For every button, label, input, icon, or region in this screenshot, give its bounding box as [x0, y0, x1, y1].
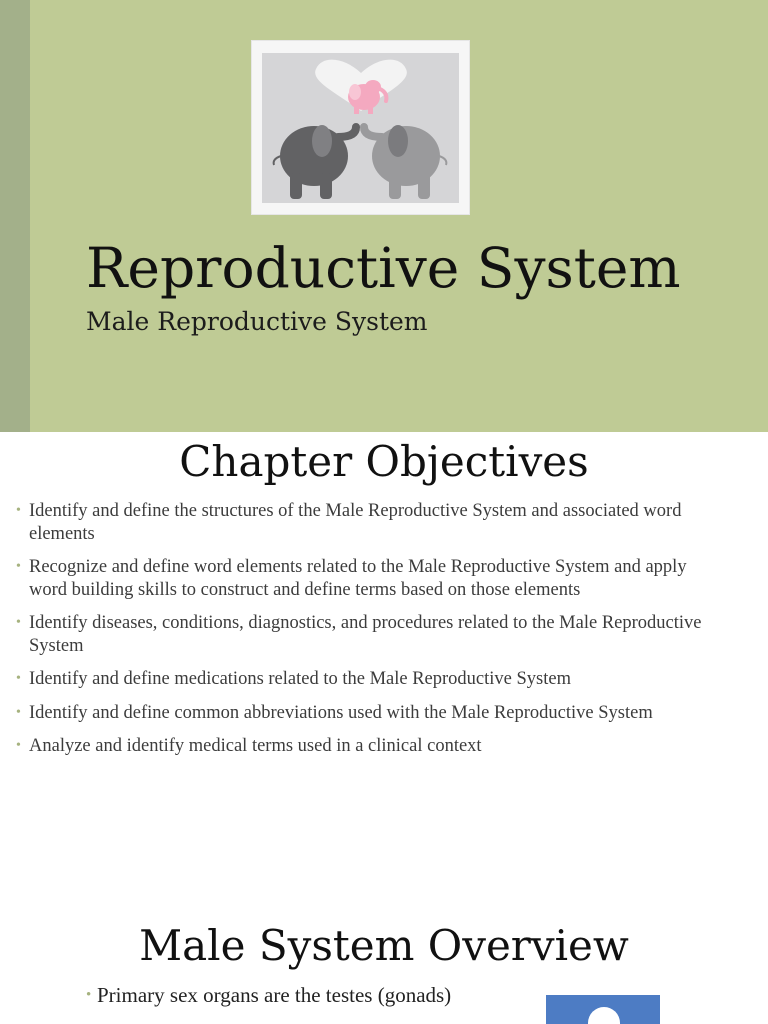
- list-item: [16, 668, 716, 691]
- list-item: [16, 735, 716, 758]
- list-item: [16, 612, 716, 657]
- elephants-picture: [251, 40, 470, 215]
- overview-heading: Male System Overview: [139, 921, 629, 970]
- list-item: [16, 500, 716, 545]
- bullet-text: Analyze and identify medical terms used in a clinical context: [29, 736, 482, 756]
- bullet-text: Identify and define common abbreviations used with the Male Reproductive System: [29, 702, 653, 723]
- person-head-shape: [588, 1007, 620, 1024]
- objectives-list: [16, 500, 716, 769]
- bullet-icon: •: [16, 559, 21, 574]
- overview-list: [86, 984, 506, 1007]
- slide-title-heading: Reproductive System: [86, 236, 681, 300]
- bullet-icon: •: [16, 503, 21, 518]
- bullet-text: Identify and define medications related to the Male Reproductive System: [29, 669, 571, 689]
- bullet-icon: •: [16, 671, 21, 686]
- list-item: [16, 702, 716, 725]
- bullet-text: Primary sex organs are the testes (gonads): [97, 983, 452, 1007]
- bullet-icon: •: [16, 615, 21, 630]
- slide-objectives: [0, 432, 768, 864]
- bullet-icon: •: [86, 987, 92, 1003]
- bullet-text: Identify and define the structures of the Male Reproductive System and associated word elements: [29, 501, 682, 544]
- bullet-icon: •: [16, 704, 21, 720]
- slide-subtitle: Male Reproductive System: [86, 307, 428, 336]
- slide-overview: [0, 864, 768, 1024]
- objectives-heading: Chapter Objectives: [179, 437, 589, 486]
- elephants-heart-icon: [252, 41, 471, 216]
- person-placeholder-icon: [546, 995, 660, 1024]
- list-item: [86, 984, 506, 1007]
- slide-title: [0, 0, 768, 432]
- bullet-text: Identify diseases, conditions, diagnostics, and procedures related to the Male Reproductive System: [29, 613, 702, 656]
- bullet-icon: •: [16, 738, 21, 753]
- list-item: [16, 556, 716, 601]
- side-accent-strip: [0, 0, 30, 432]
- bullet-text: Recognize and define word elements related to the Male Reproductive System and apply word building skills to construct and define terms based on those elements: [29, 557, 687, 600]
